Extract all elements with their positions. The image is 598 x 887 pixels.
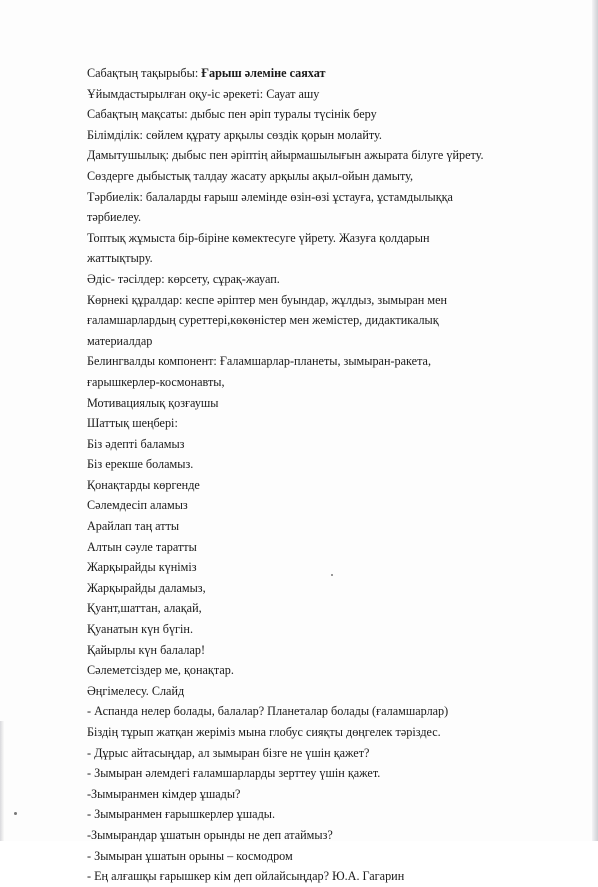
text-line: Әңгімелесу. Слайд [87, 683, 185, 698]
text-line: Дамытушылық: дыбыс пен әріптің айырмашылығын ажырата білуге үйрету. [87, 148, 484, 163]
text-line: Сабақтың мақсаты: дыбыс пен әріп туралы түсінік беру [87, 107, 377, 122]
text-line: Тәрбиелік: балаларды ғарыш әлемінде өзін-өзі ұстауға, ұстамдылыққа [87, 189, 453, 204]
text-line: жаттықтыру. [87, 251, 153, 266]
text-line: Әдіс- тәсілдер: көрсету, сұрақ-жауап. [87, 271, 280, 286]
text-line: Қуанатын күн бүгін. [87, 622, 194, 637]
scan-edge-left [0, 721, 4, 841]
text-line: Біз ерекше боламыз. [87, 457, 194, 472]
text-line: - Зымыран әлемдегі ғаламшарларды зерттеу үшін қажет. [87, 766, 381, 781]
text-line: Шаттық шеңбері: [87, 416, 178, 431]
text-line: ғарышкерлер-космонавты, [87, 374, 225, 389]
scan-edge-right [592, 0, 598, 841]
text-line: - Зымыранмен ғарышкерлер ұшады. [87, 807, 276, 822]
topic-title: Ғарыш әлеміне саяхат [201, 66, 326, 80]
text-line: Алтын сәуле таратты [87, 539, 197, 554]
text-line: Сөздерге дыбыстық талдау жасату арқылы ақыл-ойын дамыту, [87, 168, 414, 183]
text-line: - Ең алғашқы ғарышкер кім деп ойлайсыңдар? Ю.А. Гагарин [87, 869, 405, 884]
scan-speck [331, 574, 333, 576]
text-line: Біз әдепті баламыз [87, 436, 185, 451]
scan-speck [14, 812, 17, 815]
text-line: тәрбиелеу. [87, 210, 142, 225]
text-line: Белингвалды компонент: Ғаламшарлар-планеты, зымыран-ракета, [87, 354, 432, 369]
text-line: Қонақтарды көргенде [87, 477, 200, 492]
text-line: Біздің тұрып жатқан жеріміз мына глобус сияқты дөңгелек тәріздес. [87, 725, 441, 739]
text-line: Қайырлы күн балалар! [87, 642, 206, 657]
text-line: Мотивациялық қозғаушы [87, 395, 219, 410]
text-line: Арайлап таң атты [87, 519, 180, 534]
text-line: Жарқырайды даламыз, [87, 580, 206, 595]
text-line: Көрнекі құралдар: кеспе әріптер мен буындар, жұлдыз, зымыран мен [87, 292, 447, 307]
text-line: -Зымыранмен кімдер ұшады? [87, 786, 241, 801]
topic-line [87, 63, 567, 84]
text-line: Ұйымдастырылған оқу-іс әрекеті: Сауат ашу [87, 86, 320, 101]
text-line: - Дұрыс айтасыңдар, ал зымыран бізге не үшін қажет? [87, 745, 370, 760]
text-line: Сәлеметсіздер ме, қонақтар. [87, 663, 234, 678]
text-line: - Зымыран ұшатын орыны – космодром [87, 848, 293, 863]
text-line: ғаламшарлардың суреттері,көкөністер мен жемістер, дидактикалық [87, 313, 439, 328]
text-line: - Аспанда нелер болады, балалар? Планеталар болады (ғаламшарлар) [87, 704, 449, 719]
text-line: Сәлемдесіп аламыз [87, 498, 188, 513]
text-line: Білімділік: сөйлем құрату арқылы сөздік қорын молайту. [87, 127, 382, 142]
text-line: материалдар [87, 333, 153, 348]
text-line: Қуант,шаттан, алақай, [87, 601, 202, 616]
topic-label: Сабақтың тақырыбы: [87, 66, 199, 80]
text-line: -Зымырандар ұшатын орынды не деп атаймыз? [87, 827, 333, 842]
lesson-plan-text [87, 63, 567, 887]
text-line: Топтық жұмыста бір-біріне көмектесуге үйрету. Жазуға қолдарын [87, 230, 430, 245]
text-line: Жарқырайды күніміз [87, 560, 197, 575]
